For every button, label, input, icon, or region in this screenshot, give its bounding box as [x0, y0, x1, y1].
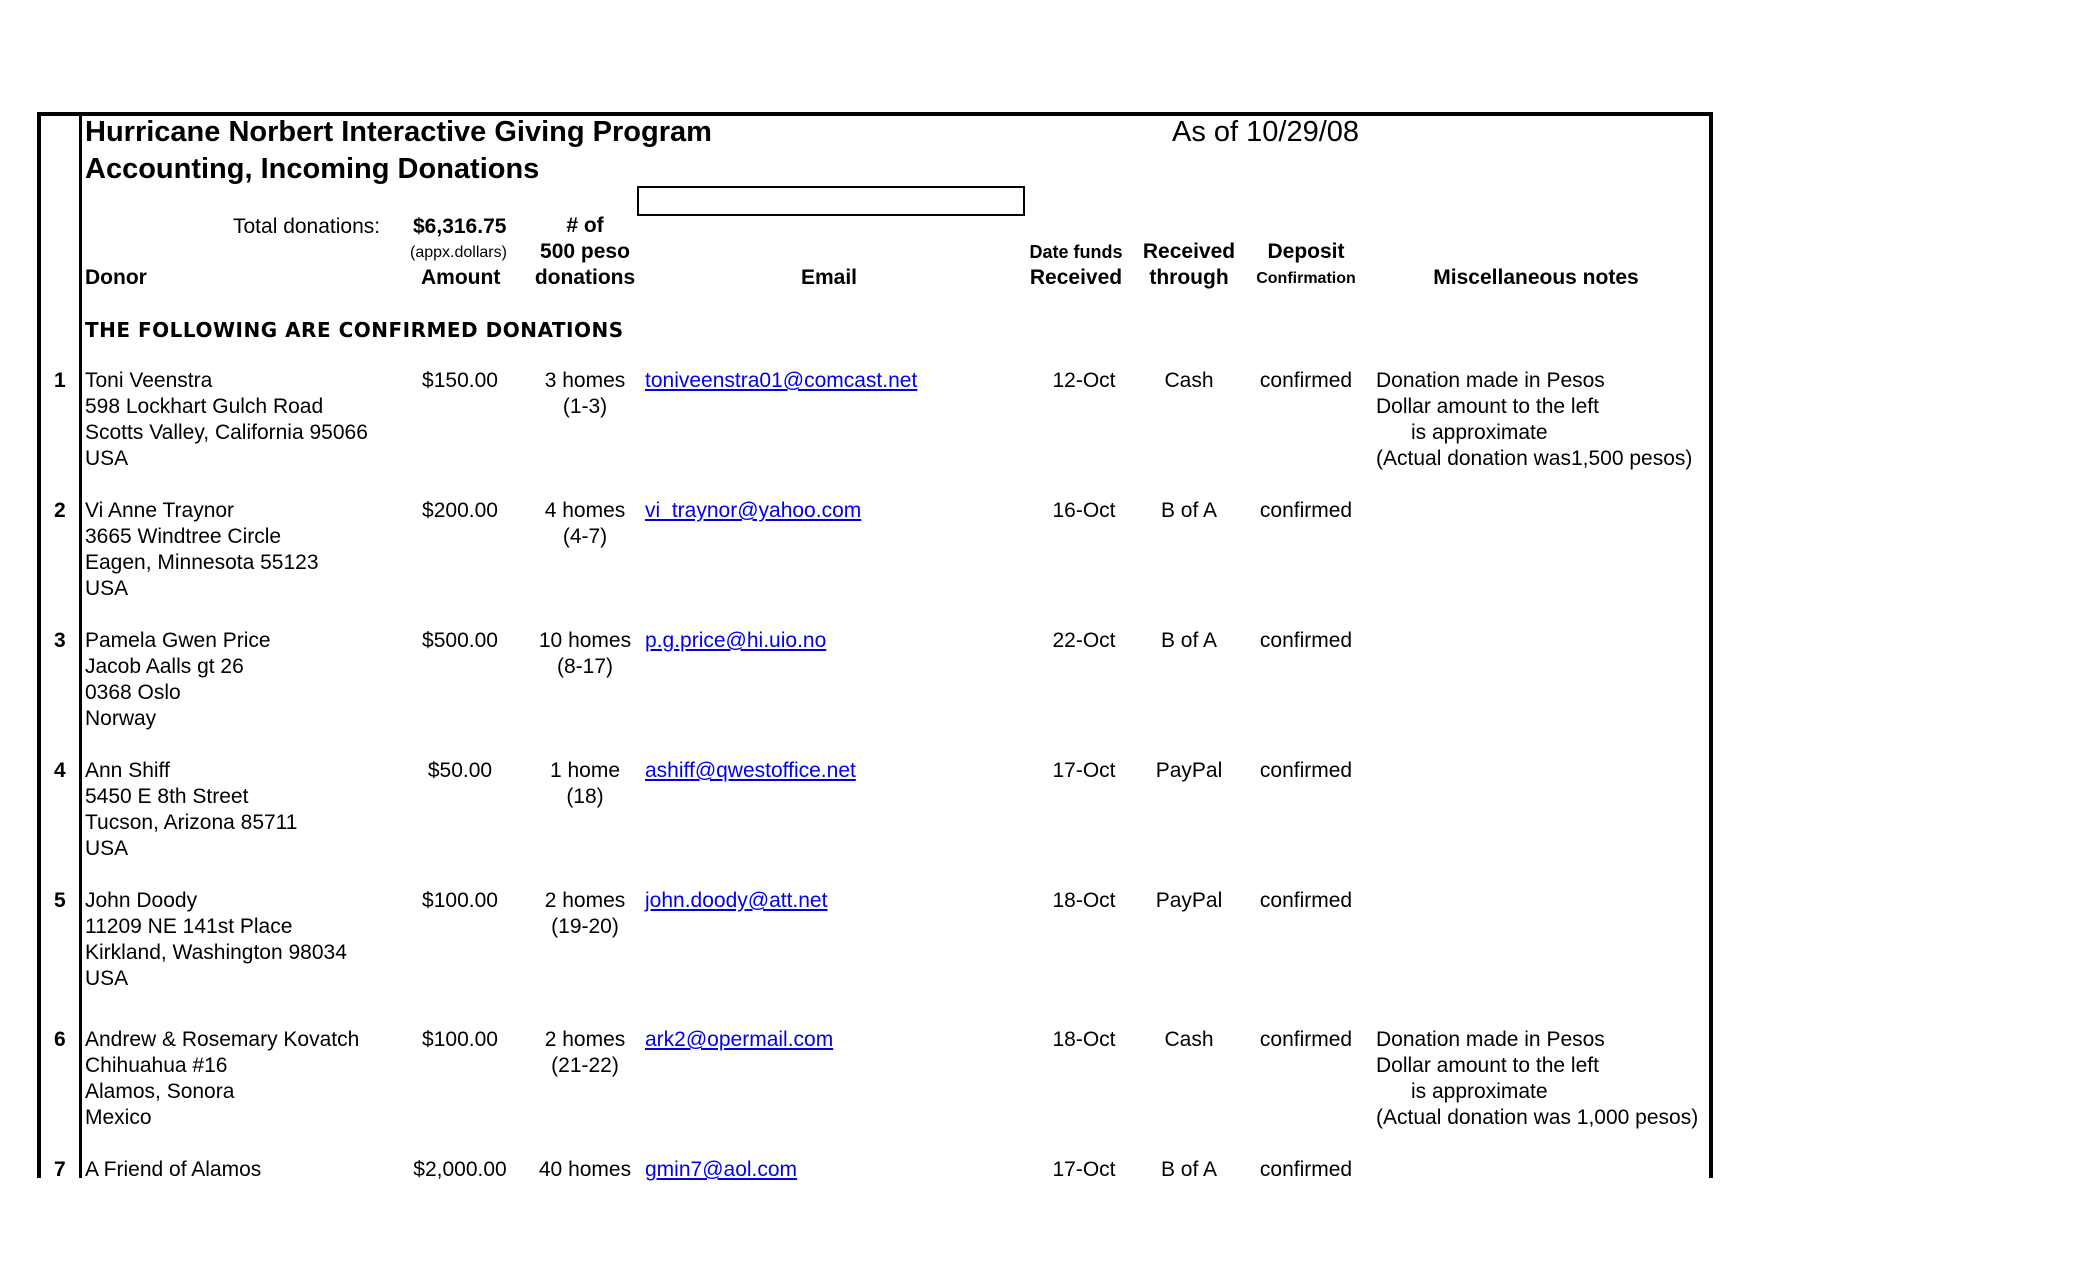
note-line: Dollar amount to the left — [1376, 395, 1599, 418]
donor-email-link[interactable]: ark2@opermail.com — [645, 1028, 834, 1051]
donation-amount: $200.00 — [422, 499, 498, 522]
donor-email-link[interactable]: toniveenstra01@comcast.net — [645, 369, 918, 392]
donation-amount: $150.00 — [422, 369, 498, 392]
deposit-status: confirmed — [1259, 889, 1353, 912]
donation-amount: $500.00 — [422, 629, 498, 652]
donor-name: Vi Anne Traynor — [85, 499, 235, 522]
homes-range: (19-20) — [551, 915, 619, 938]
donor-email-link[interactable]: p.g.price@hi.uio.no — [645, 629, 827, 652]
row-number: 7 — [54, 1158, 66, 1181]
donor-address-line: USA — [85, 577, 129, 600]
frame-left-border — [37, 112, 41, 1178]
deposit-status: confirmed — [1259, 759, 1353, 782]
received-through: Cash — [1164, 369, 1214, 392]
donation-amount: $100.00 — [422, 889, 498, 912]
col-deposit-header-2: Confirmation — [1256, 270, 1356, 287]
donor-address-line: Tucson, Arizona 85711 — [85, 811, 298, 834]
note-line: is approximate — [1411, 421, 1548, 444]
deposit-status: confirmed — [1259, 629, 1353, 652]
donor-name: Ann Shiff — [85, 759, 170, 782]
note-line: Dollar amount to the left — [1376, 1054, 1599, 1077]
col-deposit-header-1: Deposit — [1267, 240, 1345, 263]
total-donations-value: $6,316.75 — [413, 215, 507, 238]
donor-address-line: 11209 NE 141st Place — [85, 915, 293, 938]
col-date-header-2: Received — [1029, 266, 1123, 289]
col-count-header-2: 500 peso — [540, 240, 630, 263]
received-through: B of A — [1160, 629, 1218, 652]
deposit-status: confirmed — [1259, 1028, 1353, 1051]
date-received: 17-Oct — [1052, 1158, 1116, 1181]
donor-address-line: Kirkland, Washington 98034 — [85, 941, 347, 964]
donor-address-line: 5450 E 8th Street — [85, 785, 249, 808]
row-number: 5 — [54, 889, 66, 912]
section-heading: THE FOLLOWING ARE CONFIRMED DONATIONS — [85, 318, 624, 342]
col-amount-header: Amount — [421, 266, 501, 289]
donor-address-line: Jacob Aalls gt 26 — [85, 655, 244, 678]
donor-address-line: Mexico — [85, 1106, 152, 1129]
donor-name: Andrew & Rosemary Kovatch — [85, 1028, 360, 1051]
deposit-status: confirmed — [1259, 1158, 1353, 1181]
row-number: 3 — [54, 629, 66, 652]
donation-amount: $2,000.00 — [413, 1158, 507, 1181]
homes-range: (21-22) — [551, 1054, 619, 1077]
donation-amount: $50.00 — [427, 759, 493, 782]
appx-dollars-note: (appx.dollars) — [410, 244, 507, 261]
col-received-header-2: through — [1149, 266, 1229, 289]
donor-name: John Doody — [85, 889, 198, 912]
row-number: 2 — [54, 499, 66, 522]
page-title: Hurricane Norbert Interactive Giving Program — [85, 116, 712, 148]
homes-count: 40 homes — [538, 1158, 632, 1181]
donor-address-line: Eagen, Minnesota 55123 — [85, 551, 319, 574]
donor-email-link[interactable]: ashiff@qwestoffice.net — [645, 759, 856, 782]
donor-address-line: USA — [85, 967, 129, 990]
donor-name: Toni Veenstra — [85, 369, 213, 392]
received-through: PayPal — [1155, 759, 1223, 782]
col-date-header-1: Date funds — [1029, 242, 1123, 262]
received-through: PayPal — [1155, 889, 1223, 912]
homes-count: 4 homes — [544, 499, 626, 522]
received-through: Cash — [1164, 1028, 1214, 1051]
donation-amount: $100.00 — [422, 1028, 498, 1051]
col-count-header-1: # of — [566, 214, 604, 237]
frame-row-number-border — [79, 112, 82, 1178]
donor-address-line: Scotts Valley, California 95066 — [85, 421, 368, 444]
donor-address-line: Norway — [85, 707, 157, 730]
donor-address-line: USA — [85, 837, 129, 860]
donor-name: A Friend of Alamos — [85, 1158, 262, 1181]
homes-count: 2 homes — [544, 889, 626, 912]
donor-address-line: Alamos, Sonora — [85, 1080, 235, 1103]
col-count-header-3: donations — [534, 266, 636, 289]
row-number: 1 — [54, 369, 66, 392]
received-through: B of A — [1160, 1158, 1218, 1181]
date-received: 12-Oct — [1052, 369, 1116, 392]
received-through: B of A — [1160, 499, 1218, 522]
homes-range: (4-7) — [562, 525, 608, 548]
date-received: 18-Oct — [1052, 1028, 1116, 1051]
homes-count: 10 homes — [538, 629, 632, 652]
date-received: 22-Oct — [1052, 629, 1116, 652]
frame-right-border — [1709, 112, 1713, 1178]
col-email-header: Email — [800, 266, 858, 289]
note-line: is approximate — [1411, 1080, 1548, 1103]
deposit-status: confirmed — [1259, 499, 1353, 522]
donor-email-link[interactable]: john.doody@att.net — [645, 889, 828, 912]
page-subtitle: Accounting, Incoming Donations — [85, 153, 540, 185]
donor-email-link[interactable]: gmin7@aol.com — [645, 1158, 798, 1181]
col-donor-header: Donor — [85, 266, 147, 289]
row-number: 6 — [54, 1028, 66, 1051]
donor-address-line: 0368 Oslo — [85, 681, 181, 704]
date-received: 17-Oct — [1052, 759, 1116, 782]
homes-range: (1-3) — [562, 395, 608, 418]
donor-address-line: USA — [85, 447, 129, 470]
donor-name: Pamela Gwen Price — [85, 629, 271, 652]
as-of-date: As of 10/29/08 — [1172, 116, 1360, 148]
row-number: 4 — [54, 759, 66, 782]
empty-input-box[interactable] — [637, 186, 1025, 216]
homes-count: 3 homes — [544, 369, 626, 392]
note-line: (Actual donation was 1,000 pesos) — [1376, 1106, 1699, 1129]
note-line: Donation made in Pesos — [1376, 369, 1605, 392]
col-notes-header: Miscellaneous notes — [1433, 266, 1639, 289]
total-donations-label: Total donations: — [233, 215, 381, 238]
deposit-status: confirmed — [1259, 369, 1353, 392]
date-received: 18-Oct — [1052, 889, 1116, 912]
homes-range: (18) — [566, 785, 604, 808]
note-line: Donation made in Pesos — [1376, 1028, 1605, 1051]
donor-email-link[interactable]: vi_traynor@yahoo.com — [645, 499, 862, 522]
donor-address-line: 598 Lockhart Gulch Road — [85, 395, 324, 418]
donor-address-line: Chihuahua #16 — [85, 1054, 228, 1077]
note-line: (Actual donation was1,500 pesos) — [1376, 447, 1693, 470]
date-received: 16-Oct — [1052, 499, 1116, 522]
homes-range: (8-17) — [556, 655, 614, 678]
donor-address-line: 3665 Windtree Circle — [85, 525, 282, 548]
homes-count: 1 home — [549, 759, 621, 782]
col-received-header-1: Received — [1142, 240, 1236, 263]
homes-count: 2 homes — [544, 1028, 626, 1051]
